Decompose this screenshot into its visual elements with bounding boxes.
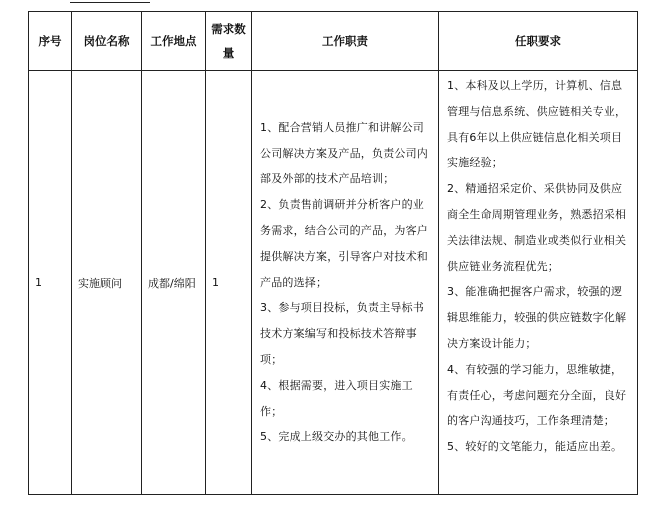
- cell-position: 实施顾问: [72, 71, 142, 495]
- duty-item: 4、根据需要，进入项目实施工作；: [260, 378, 413, 418]
- duty-item: 1、配合营销人员推广和讲解公司公司解决方案及产品，负责公司内部及外部的技术产品培训；: [260, 120, 428, 186]
- header-requirements: 任职要求: [439, 12, 638, 71]
- header-quantity: 需求数量: [206, 12, 252, 71]
- header-position: 岗位名称: [72, 12, 142, 71]
- requirement-item: 4、有较强的学习能力，思维敏捷，有责任心，考虑问题充分全面，良好的客户沟通技巧，工作条理清楚；: [447, 362, 627, 428]
- duty-item: 3、参与项目投标，负责主导标书技术方案编写和投标技术答辩事项；: [260, 301, 424, 366]
- table-row: [29, 71, 638, 495]
- cell-quantity: 1: [206, 71, 252, 495]
- cell-duties: [252, 71, 439, 495]
- header-duties: 工作职责: [252, 12, 439, 71]
- cell-location: 成都/绵阳: [142, 71, 206, 495]
- requirement-item: 5、较好的文笔能力，能适应出差。: [447, 440, 623, 454]
- header-location: 工作地点: [142, 12, 206, 71]
- previous-section-fragment: [70, 0, 150, 3]
- cell-requirements: [439, 71, 638, 495]
- requirement-item: 1、本科及以上学历，计算机、信息管理与信息系统、供应链相关专业，具有6年以上供应链信息化相关项目实施经验；: [447, 79, 627, 170]
- duty-item: 2、负责售前调研并分析客户的业务需求，结合公司的产品，为客户提供解决方案，引导客户对技术和产品的选择；: [260, 198, 428, 289]
- header-row: [29, 12, 638, 71]
- cell-seq: 1: [29, 71, 72, 495]
- header-seq: 序号: [29, 12, 72, 71]
- job-posting-table: [28, 11, 638, 495]
- requirement-item: 3、能准确把握客户需求，较强的逻辑思维能力，较强的供应链数字化解决方案设计能力；: [447, 285, 627, 350]
- duty-item: 5、完成上级交办的其他工作。: [260, 430, 413, 444]
- requirement-item: 2、精通招采定价、采供协同及供应商全生命周期管理业务，熟悉招采相关法律法规、制造业或类似行业相关供应链业务流程优先；: [447, 182, 627, 273]
